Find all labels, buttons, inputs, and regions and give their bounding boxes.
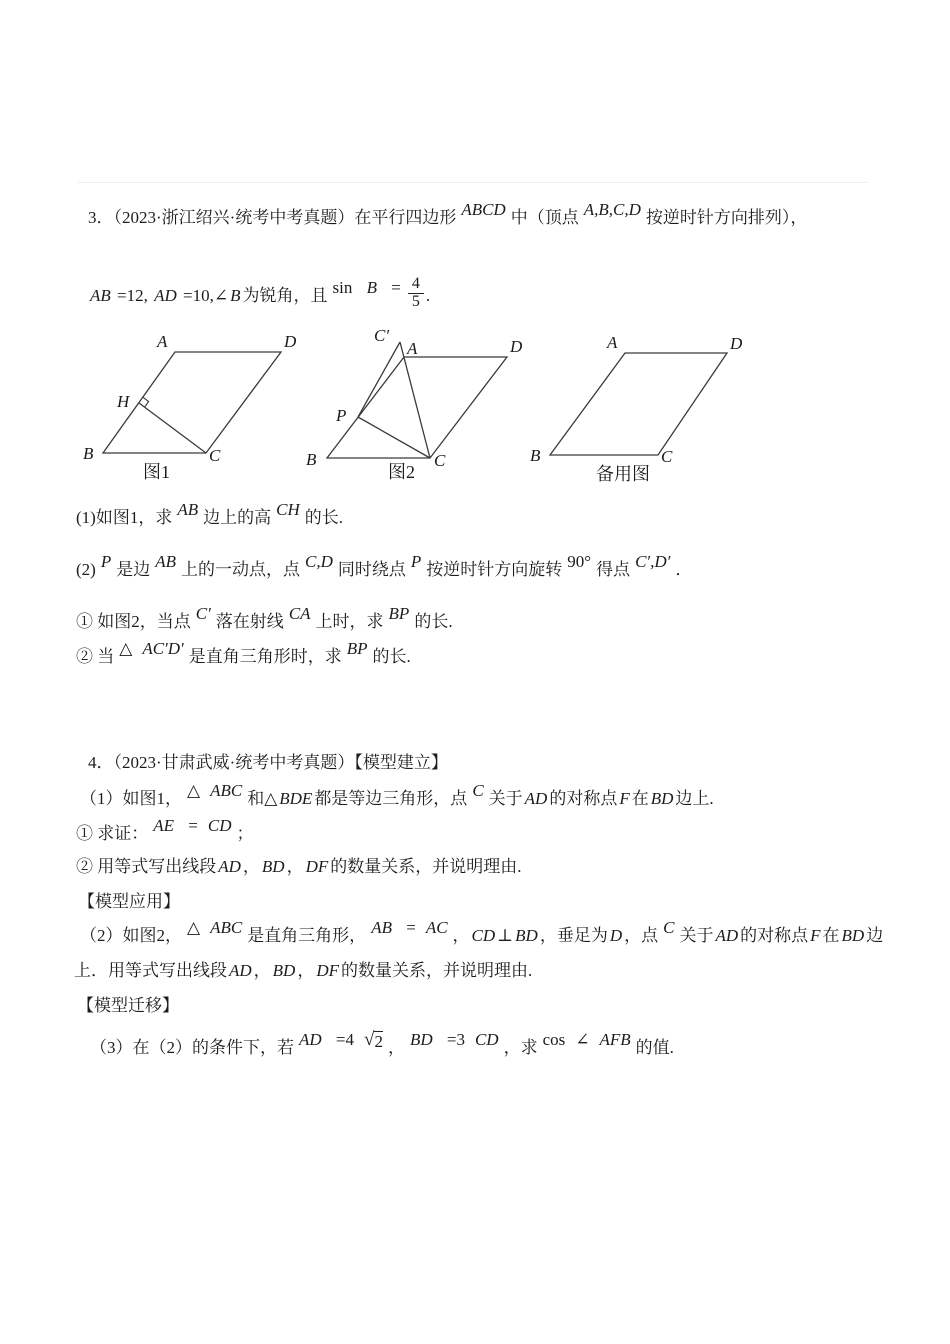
text-run: ，求 [503,1038,538,1057]
text-run: 3．（2023·浙江绍兴·统考中考真题）在平行四边形 [88,208,457,227]
text-run: BD [650,789,674,808]
text-run: 90° [567,552,592,571]
fraction-numerator: 4 [408,276,424,294]
text-run: DF [316,961,340,980]
text-run: 按逆时针方向排列）， [645,208,808,227]
text-run: 为锐角，且 [242,286,328,306]
text-run: BDE [279,789,313,808]
fig1-label-H: H [117,392,130,411]
text-run: 的对称点 [740,926,809,945]
text-run: AB [90,286,111,306]
text-run: ABC [210,781,243,800]
text-run: ． [675,560,693,579]
text-run: P [410,552,422,571]
text-run: =12, [112,286,153,306]
text-run: 同时绕点 [337,560,406,579]
text-run: 的值. [635,1038,674,1057]
text-run: C [663,918,675,937]
text-run: （1）如图1， [80,789,182,808]
text-run: 4．（2023·甘肃武威·统考中考真题）【模型建立】 [88,753,448,772]
problem3-heading [88,200,808,230]
text-run: 的对称点 [549,789,618,808]
text-run: CH [276,500,300,519]
problem3-sub2 [76,639,411,669]
text-run: CD [471,926,496,945]
text-run: AD [715,926,739,945]
text-run: △ [187,918,201,937]
problem3-given [88,275,431,315]
fig2-caption: 图2 [388,462,415,482]
text-run: ① 求证： [76,824,149,843]
right-angle-mark [143,397,149,407]
text-run: BD [272,961,296,980]
text-run: C′,D′ [635,552,671,571]
text-run: AD [299,1030,322,1049]
fig1-label-D: D [284,332,297,351]
text-run: D [609,926,623,945]
text-run: CA [288,604,311,623]
text-run: AC′D′ [142,639,184,658]
text-run: AB [371,918,392,937]
text-run: C′ [195,604,211,623]
text-run: cos [542,1030,566,1049]
text-run: 是边 [116,560,151,579]
text-run: sin [332,278,357,298]
text-run: 和 [247,789,265,808]
radical-sign: √ [364,1029,375,1050]
text-run: C [472,781,484,800]
problem4-section-transfer [77,994,179,1018]
text-run: 的数量关系，并说明理由. [341,961,533,980]
text-run: 边上. [675,789,714,808]
fraction [406,276,426,311]
text-run: 上的一动点，点 [181,560,300,579]
text-run: 是直角三角形时，求 [188,647,342,666]
text-run: ， [242,857,260,876]
text-run: AD [524,789,548,808]
text-run: △ [264,789,278,808]
text-run: 【模型应用】 [78,892,180,911]
text-run: ，垂足为 [539,926,608,945]
text-run: BD [261,857,285,876]
text-run: 的数量关系，并说明理由. [330,857,522,876]
text-run: 在 [822,926,840,945]
text-run: F [619,789,630,808]
text-run: . [425,286,431,306]
spare-label-C: C [661,447,673,466]
text-run: △ [119,639,133,658]
text-run: =10, [178,286,214,306]
text-run: ABC [210,918,243,937]
text-run: AB [155,552,176,571]
text-run: 中（顶点 [510,208,579,227]
fig1-caption: 图1 [143,462,170,482]
fig2-label-Cprime: C′ [374,326,390,345]
text-run: 得点 [596,560,631,579]
text-run: 的长. [304,508,343,527]
text-run: 边 [866,926,884,945]
problem4-section-apply [78,890,180,914]
text-run: = [184,816,198,835]
text-run: ⊥ [497,926,514,945]
text-run: (2) [76,560,96,579]
text-run: △ [187,781,201,800]
square-root [359,1031,388,1051]
text-run: BD [409,1030,433,1049]
spare-parallelogram [550,353,727,455]
fig2-label-B: B [306,450,317,469]
problem4-sub1 [76,816,254,846]
fig1-parallelogram [103,352,281,453]
text-run: = [401,918,416,937]
problem4-heading [88,751,448,775]
text-run: 的长. [414,612,453,631]
fig2-parallelogram [327,342,507,458]
spare-label-D: D [730,334,743,353]
text-run: ， [297,961,315,980]
text-run: C,D [305,552,333,571]
text-run: ② 用等式写出线段 [76,857,217,876]
text-run: A,B,C,D [583,200,641,219]
problem4-part1 [80,781,714,811]
text-run: AE [153,816,175,835]
text-run: =3 [442,1030,465,1049]
text-run: BP [346,639,368,658]
text-run: AB [177,500,199,519]
spare-caption: 备用图 [596,464,650,484]
text-run: ， [286,857,304,876]
text-run: 都是等边三角形，点 [314,789,468,808]
text-run: AD [218,857,241,876]
fig2-label-P: P [336,406,347,425]
text-run: （3）在（2）的条件下，若 [90,1038,294,1057]
text-run: 上．用等式写出线段 [74,961,227,980]
text-run: 按逆时针方向旋转 [426,560,563,579]
problem4-part2-line1 [80,918,884,948]
text-run: CD [474,1030,499,1049]
text-run: AC [425,918,448,937]
text-run: F [810,926,821,945]
text-run: ， [253,961,271,980]
text-run: ，点 [624,926,659,945]
problem3-part1 [76,500,343,530]
text-run: AD [229,961,252,980]
problem3-part2 [76,552,693,582]
text-run: DF [305,857,329,876]
text-run: ， [387,1038,405,1057]
section-divider [78,182,868,183]
problem4-part2-line2 [74,959,532,983]
text-run: 落在射线 [215,612,284,631]
problem3-sub1 [76,604,453,634]
fraction-denominator: 5 [411,292,420,310]
text-run: B [366,278,378,298]
text-run: ① 如图2，当点 [76,612,191,631]
text-run: 上时，求 [315,612,384,631]
spare-label-A: A [607,333,618,352]
problem4-sub2 [76,855,522,879]
text-run: ② 当 [76,647,115,666]
fig1-label-C: C [209,446,221,465]
text-run: ABCD [461,200,506,219]
text-run: 关于 [488,789,523,808]
text-run: BP [388,604,410,623]
text-run: ∠ [213,286,229,306]
text-run: BD [841,926,865,945]
text-run: CD [207,816,232,835]
fig1-label-A: A [157,332,168,351]
spare-label-B: B [530,446,541,465]
text-run: 【模型迁移】 [77,996,179,1015]
text-run: 在 [631,789,649,808]
text-run: AFB [599,1030,631,1049]
text-run: = [387,278,401,298]
text-run: ； [236,824,254,843]
text-run: BD [515,926,538,945]
fig2-label-D: D [510,337,523,356]
text-run: =4 [331,1030,355,1049]
text-run: AD [154,286,177,306]
fig2-label-A: A [407,339,418,358]
text-run: ， [452,926,470,945]
text-run: 是直角三角形， [247,926,367,945]
text-run: ∠ [575,1030,590,1049]
text-run: （2）如图2， [80,926,182,945]
text-run: B [230,286,241,306]
text-run: 的长. [372,647,411,666]
fig2-label-C: C [434,451,446,470]
fig1-label-B: B [83,444,94,463]
problem4-part3 [90,1029,674,1060]
radicand: 2 [374,1032,383,1051]
text-run: 边上的高 [203,508,272,527]
text-run: 关于 [679,926,714,945]
figures-illustration [0,325,950,495]
text-run: P [100,552,112,571]
text-run: (1)如图1，求 [76,508,173,527]
